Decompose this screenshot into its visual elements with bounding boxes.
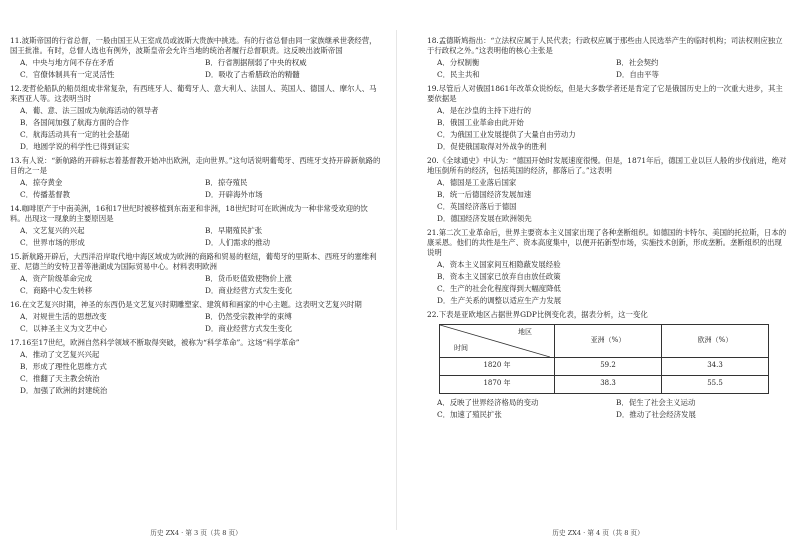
question-22: 22.下表是亚欧地区占据世界GDP比例变化表，据表分析，这一变化 地区 时间 亚洲（%） 欧洲（%） 1820 年 59.2 34.3 1870 年 38.3 55.5 A．反映了世界经济格局的变动 B．促生了社会主义运动 C．加速了殖民扩张 D．推动了社会经济发展 [427,310,787,420]
option-d: D．加强了欧洲的封建统治 [20,386,108,396]
right-question-list [427,36,787,423]
question-18: 18.孟德斯鸠指出：“立法权应属于人民代表；行政权应属于那些由人民选举产生的临时机构；司法权则应独立于行政权之外。”这表明他的核心主张是 A．分权制衡 B．社会契约 C．民主共和 D．自由平等 [427,36,787,80]
question-15: 15.新航路开辟后，大西洋沿岸取代地中海区域成为欧洲的商路和贸易的枢纽，葡萄牙的里斯本、西班牙的塞维利亚、尼德兰的安特卫普等港湖成为国际贸易中心。材料表明欧洲 A．资产阶级革命完成 B．货币贬值致使物价上涨 C．商路中心发生转移 D．商业经营方式发生变化 [10,252,382,296]
option-b: B．社会契约 [616,58,659,68]
option-a: A．德国是工业落后国家 [437,178,517,188]
option-a: A．是在沙皇的主持下进行的 [437,106,532,116]
option-d: D．开辟海外市场 [205,190,263,200]
option-d: D．德国经济发展在欧洲领先 [437,214,532,224]
row-year: 1820 年 [440,357,555,375]
question-stem: 下表是亚欧地区占据世界GDP比例变化表，据表分析，这一变化 [438,309,648,319]
question-stem: 新航路开辟后，大西洋沿岸取代地中海区域成为欧洲的商路和贸易的枢纽，葡萄牙的里斯本、西班牙的塞维利亚、尼德兰的安特卫普等港湖成为国际贸易中心。材料表明欧洲 [10,251,377,271]
option-d: D．人们需求的推动 [205,238,271,248]
option-d: D．促使俄国取得对外战争的胜利 [437,142,547,152]
question-20: 20.《全球通史》中认为：“德国开始时发展速度很慢。但是，1871年后，德国工业以巨人般的步伐前进，绝对地压倒所有的经济，包括英国的经济，都落后了。”这表明 A．德国是工业落后国家 B．统一后德国经济发展加速 C．英国经济落后于德国 D．德国经济发展在欧洲领先 [427,155,787,224]
question-13: 13.有人说：“新航路的开辟标志着基督教开始冲出欧洲，走向世界。”这句话说明葡萄牙、西班牙支持开辟新航路的目的之一是 A．掠夺黄金 B．掠夺殖民 C．传播基督教 D．开辟海外市场 [10,155,381,200]
option-b: B．仍然受宗教神学的束缚 [205,312,292,322]
option-c: C．民主共和 [437,70,480,80]
question-stem: 第二次工业革命后，世界主要资本主义国家出现了各种垄断组织。如德国的卡特尔、美国的托拉斯，日本的康采恩。他们的共性是生产、资本高度集中，以便开拓新型市场，实施技术创新，形成垄断。垄断组织的出现说明 [427,227,787,257]
header-asia: 亚洲（%） [555,324,662,357]
row-europe: 55.5 [662,375,769,393]
header-time: 时间 [454,344,468,353]
table-header-row [440,324,769,357]
option-a: A．分权制衡 [437,58,480,68]
option-b: B．资本主义国家已放弃自由放任政策 [437,272,561,282]
option-c: C．生产的社会化程度得到大幅度降低 [437,284,561,294]
question-stem: 16至17世纪，欧洲自然科学领域不断取得突破，被称为“科学革命”。这场“科学革命” [21,337,300,347]
option-a: A．资本主义国家间互相隐蔽发展经验 [437,260,561,270]
question-12: 12.麦哲伦船队的船员组成非常复杂，有西班牙人、葡萄牙人、意大利人、法国人、英国人、德国人、摩尔人、马来西亚人等。这表明当时 A．葡、意、法三国成为航海活动的领导者 B．各国间加强了航海方面的合作 C．航海活动具有一定的社会基础 D．地圆学说的科学性已得到证实 [10,84,382,152]
question-16: 16.在文艺复兴时期，神圣的东西仍是文艺复兴时期雕塑家、建筑师和画家的中心主题。这表明文艺复兴时期 A．对规世生活的思想改变 B．仍然受宗教神学的束缚 C．以神圣主义为文艺中心 D．商业经营方式发生变化 [10,300,382,334]
option-c: C．为俄国工业发展提供了大量自由劳动力 [437,130,576,140]
option-d: D．自由平等 [616,70,659,80]
question-21: 21.第二次工业革命后，世界主要资本主义国家出现了各种垄断组织。如德国的卡特尔、美国的托拉斯，日本的康采恩。他们的共性是生产、资本高度集中，以便开拓新型市场，实施技术创新，形成垄断。垄断组织的出现说明 A．资本主义国家间互相隐蔽发展经验 B．资本主义国家已放弃自由放任政策 C．生产的社会化程度得到大幅度降低 D．生产关系的调整以适应生产力发展 [427,227,787,306]
option-a: A．文艺复兴的兴起 [20,226,85,236]
option-c: C．加速了殖民扩张 [437,409,502,419]
option-c: C．商路中心发生转移 [20,286,93,296]
option-a: A．掠夺黄金 [20,178,63,188]
question-stem: 咖啡原产于中南美洲，16和17世纪时被移植到东南亚和非洲，18世纪时可在欧洲成为一种非常受欢迎的饮料。出现这一现象的主要原因是 [10,203,368,223]
option-b: B．货币贬值致使物价上涨 [205,274,292,284]
row-asia: 38.3 [555,375,662,393]
option-b: B．形成了理性化思维方式 [20,362,107,372]
header-region: 地区 [518,327,532,336]
option-d: D．生产关系的调整以适应生产力发展 [437,296,562,306]
question-stem: 在文艺复兴时期，神圣的东西仍是文艺复兴时期雕塑家、建筑师和画家的中心主题。这表明文艺复兴时期 [21,299,362,309]
option-d: D．地圆学说的科学性已得到证实 [20,142,130,152]
row-year: 1870 年 [440,375,555,393]
left-question-list [10,36,382,400]
option-b: B．统一后德国经济发展加速 [437,190,532,200]
question-19: 19.尽管后人对俄国1861年改革众说纷纭，但是大多数学者还是肯定了它是俄国历史上的一次重大进步，其主要依据是 A．是在沙皇的主持下进行的 B．俄国工业革命由此开始 C．为俄国工业发展提供了大量自由劳动力 D．促使俄国取得对外战争的胜利 [427,84,787,152]
question-11: 11.波斯帝国的行省总督，一般由国王从王室成员或波斯大贵族中挑选。有的行省总督由同一家族继承世袭经营，国王批准。有时，总督人选也有例外，波斯皇帝会允许当地的统治者履行总督职责。这反映出波斯帝国 A．中央与地方间不存在矛盾 B．行省割据削弱了中央的权威 C．官僚体制具有一定灵活性 D．吸收了古希腊政治的精髓 [10,36,382,80]
option-d: D．推动了社会经济发展 [616,409,696,419]
option-b: B．各国间加强了航海方面的合作 [20,118,129,128]
option-c: C．以神圣主义为文艺中心 [20,324,107,334]
option-a: A．反映了世界经济格局的变动 [437,397,539,407]
option-c: C．推翻了天主教会统治 [20,374,100,384]
option-c: C．传播基督教 [20,190,70,200]
option-b: B．掠夺殖民 [205,178,248,188]
option-a: A．中央与地方间不存在矛盾 [20,58,115,68]
option-d: D．商业经营方式发生变化 [205,286,293,296]
option-b: B．俄国工业革命由此开始 [437,118,524,128]
option-c: C．世界市场的形成 [20,238,85,248]
gdp-table [439,324,769,394]
row-europe: 34.3 [662,357,769,375]
option-a: A．推动了文艺复兴兴起 [20,350,100,360]
question-14: 14.咖啡原产于中南美洲，16和17世纪时被移植到东南亚和非洲，18世纪时可在欧洲成为一种非常受欢迎的饮料。出现这一现象的主要原因是 A．文艺复兴的兴起 B．早期殖民扩张 C．世界市场的形成 D．人们需求的推动 [10,204,382,248]
question-stem: 波斯帝国的行省总督，一般由国王从王室成员或波斯大贵族中挑选。有的行省总督由同一家族继承世袭经营，国王批准。有时，总督人选也有例外，波斯皇帝会允许当地的统治者履行总督职责。这反映出波斯帝国 [10,36,377,55]
option-a: A．葡、意、法三国成为航海活动的领导者 [20,106,159,116]
left-page [0,0,392,544]
question-stem: 尽管后人对俄国1861年改革众说纷纭，但是大多数学者还是肯定了它是俄国历史上的一次重大进步，其主要依据是 [427,83,783,103]
option-b: B．促生了社会主义运动 [616,397,696,407]
right-page [402,0,794,544]
question-stem: 麦哲伦船队的船员组成非常复杂，有西班牙人、葡萄牙人、意大利人、法国人、英国人、德国人、摩尔人、马来西亚人等。这表明当时 [10,83,377,103]
question-stem: 《全球通史》中认为：“德国开始时发展速度很慢。但是，1871年后，德国工业以巨人般的步伐前进，绝对地压倒所有的经济，包括英国的经济，都落后了。”这表明 [427,155,787,175]
option-d: D．吸收了古希腊政治的精髓 [205,70,300,80]
option-a: A．对规世生活的思想改变 [20,312,107,322]
table-diagonal-header [440,324,555,357]
question-stem: 有人说：“新航路的开辟标志着基督教开始冲出欧洲，走向世界。”这句话说明葡萄牙、西班牙支持开辟新航路的目的之一是 [10,155,381,175]
option-c: C．英国经济落后于德国 [437,202,517,212]
page-divider [396,30,397,530]
option-b: B．早期殖民扩张 [205,226,263,236]
header-europe: 欧洲（%） [662,324,769,357]
option-d: D．商业经营方式发生变化 [205,324,293,334]
table-row [440,357,769,375]
question-stem: 孟德斯鸠指出：“立法权应属于人民代表；行政权应属于那些由人民选举产生的临时机构；司法权则应独立于行政权之外。”这表明他的核心主张是 [427,36,783,55]
option-c: C．官僚体制具有一定灵活性 [20,70,115,80]
option-c: C．航海活动具有一定的社会基础 [20,130,130,140]
option-a: A．资产阶级革命完成 [20,274,92,284]
option-b: B．行省割据削弱了中央的权威 [205,58,307,68]
question-17: 17.16至17世纪，欧洲自然科学领域不断取得突破，被称为“科学革命”。这场“科学革命” A．推动了文艺复兴兴起 B．形成了理性化思维方式 C．推翻了天主教会统治 D．加强了欧洲的封建统治 [10,338,382,396]
page-footer: 历史 ZX4 · 第 3 页（共 8 页） [150,529,242,538]
table-row [440,375,769,393]
page-footer: 历史 ZX4 · 第 4 页（共 8 页） [552,529,644,538]
row-asia: 59.2 [555,357,662,375]
